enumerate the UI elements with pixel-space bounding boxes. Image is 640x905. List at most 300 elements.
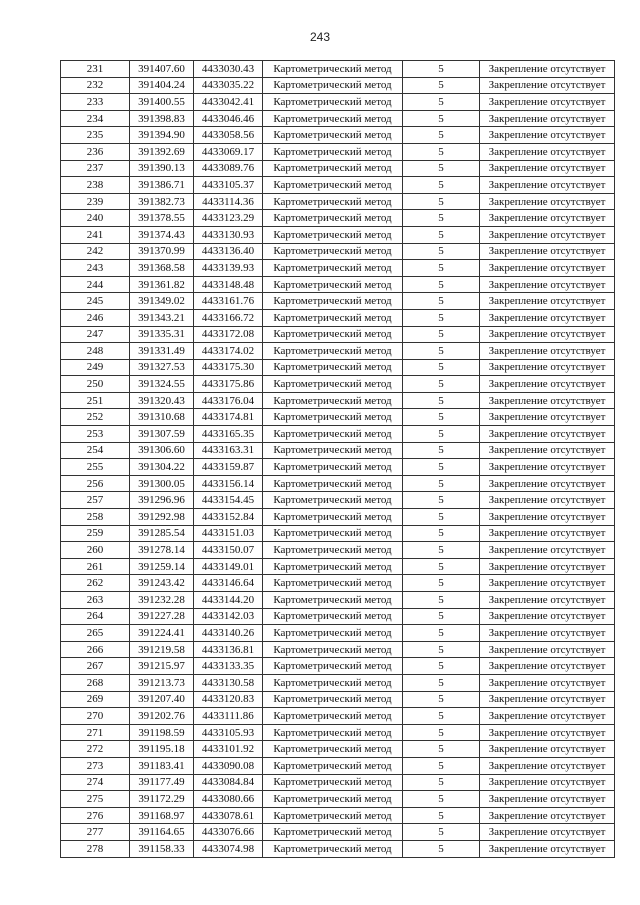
- fixing-description-cell: Закрепление отсутствует: [480, 840, 615, 857]
- accuracy-cell: 5: [403, 426, 480, 443]
- point-number-cell: 241: [61, 226, 130, 243]
- y-coordinate-cell: 4433074.98: [194, 840, 263, 857]
- x-coordinate-cell: 391368.58: [130, 260, 194, 277]
- y-coordinate-cell: 4433139.93: [194, 260, 263, 277]
- point-number-cell: 258: [61, 509, 130, 526]
- coordinates-table: [60, 60, 615, 858]
- point-number-cell: 233: [61, 94, 130, 111]
- fixing-description-cell: Закрепление отсутствует: [480, 791, 615, 808]
- y-coordinate-cell: 4433140.26: [194, 625, 263, 642]
- table-row: [61, 791, 615, 808]
- accuracy-cell: 5: [403, 575, 480, 592]
- table-row: [61, 807, 615, 824]
- point-number-cell: 272: [61, 741, 130, 758]
- fixing-description-cell: Закрепление отсутствует: [480, 376, 615, 393]
- method-cell: Картометрический метод: [263, 409, 403, 426]
- point-number-cell: 254: [61, 442, 130, 459]
- method-cell: Картометрический метод: [263, 608, 403, 625]
- y-coordinate-cell: 4433042.41: [194, 94, 263, 111]
- point-number-cell: 253: [61, 426, 130, 443]
- x-coordinate-cell: 391374.43: [130, 226, 194, 243]
- method-cell: Картометрический метод: [263, 276, 403, 293]
- table-row: [61, 77, 615, 94]
- table-row: [61, 409, 615, 426]
- x-coordinate-cell: 391304.22: [130, 459, 194, 476]
- y-coordinate-cell: 4433136.81: [194, 641, 263, 658]
- fixing-description-cell: Закрепление отсутствует: [480, 674, 615, 691]
- accuracy-cell: 5: [403, 293, 480, 310]
- fixing-description-cell: Закрепление отсутствует: [480, 592, 615, 609]
- y-coordinate-cell: 4433152.84: [194, 509, 263, 526]
- fixing-description-cell: Закрепление отсутствует: [480, 309, 615, 326]
- accuracy-cell: 5: [403, 757, 480, 774]
- fixing-description-cell: Закрепление отсутствует: [480, 426, 615, 443]
- y-coordinate-cell: 4433142.03: [194, 608, 263, 625]
- point-number-cell: 261: [61, 558, 130, 575]
- y-coordinate-cell: 4433161.76: [194, 293, 263, 310]
- x-coordinate-cell: 391404.24: [130, 77, 194, 94]
- table-row: [61, 426, 615, 443]
- x-coordinate-cell: 391343.21: [130, 309, 194, 326]
- y-coordinate-cell: 4433090.08: [194, 757, 263, 774]
- fixing-description-cell: Закрепление отсутствует: [480, 741, 615, 758]
- accuracy-cell: 5: [403, 542, 480, 559]
- method-cell: Картометрический метод: [263, 509, 403, 526]
- y-coordinate-cell: 4433130.93: [194, 226, 263, 243]
- table-row: [61, 558, 615, 575]
- y-coordinate-cell: 4433089.76: [194, 160, 263, 177]
- y-coordinate-cell: 4433035.22: [194, 77, 263, 94]
- x-coordinate-cell: 391224.41: [130, 625, 194, 642]
- method-cell: Картометрический метод: [263, 641, 403, 658]
- x-coordinate-cell: 391227.28: [130, 608, 194, 625]
- x-coordinate-cell: 391331.49: [130, 343, 194, 360]
- table-row: [61, 326, 615, 343]
- point-number-cell: 273: [61, 757, 130, 774]
- x-coordinate-cell: 391168.97: [130, 807, 194, 824]
- point-number-cell: 236: [61, 143, 130, 160]
- method-cell: Картометрический метод: [263, 426, 403, 443]
- x-coordinate-cell: 391310.68: [130, 409, 194, 426]
- y-coordinate-cell: 4433046.46: [194, 110, 263, 127]
- table-row: [61, 840, 615, 857]
- accuracy-cell: 5: [403, 226, 480, 243]
- fixing-description-cell: Закрепление отсутствует: [480, 641, 615, 658]
- x-coordinate-cell: 391394.90: [130, 127, 194, 144]
- method-cell: Картометрический метод: [263, 492, 403, 509]
- x-coordinate-cell: 391386.71: [130, 177, 194, 194]
- fixing-description-cell: Закрепление отсутствует: [480, 276, 615, 293]
- method-cell: Картометрический метод: [263, 309, 403, 326]
- table-row: [61, 243, 615, 260]
- table-row: [61, 674, 615, 691]
- fixing-description-cell: Закрепление отсутствует: [480, 774, 615, 791]
- accuracy-cell: 5: [403, 724, 480, 741]
- accuracy-cell: 5: [403, 824, 480, 841]
- point-number-cell: 242: [61, 243, 130, 260]
- y-coordinate-cell: 4433076.66: [194, 824, 263, 841]
- point-number-cell: 231: [61, 61, 130, 78]
- method-cell: Картометрический метод: [263, 359, 403, 376]
- accuracy-cell: 5: [403, 807, 480, 824]
- table-row: [61, 309, 615, 326]
- table-row: [61, 276, 615, 293]
- fixing-description-cell: Закрепление отсутствует: [480, 625, 615, 642]
- x-coordinate-cell: 391292.98: [130, 509, 194, 526]
- x-coordinate-cell: 391198.59: [130, 724, 194, 741]
- accuracy-cell: 5: [403, 708, 480, 725]
- table-row: [61, 625, 615, 642]
- point-number-cell: 240: [61, 210, 130, 227]
- method-cell: Картометрический метод: [263, 260, 403, 277]
- point-number-cell: 270: [61, 708, 130, 725]
- y-coordinate-cell: 4433084.84: [194, 774, 263, 791]
- method-cell: Картометрический метод: [263, 210, 403, 227]
- fixing-description-cell: Закрепление отсутствует: [480, 475, 615, 492]
- fixing-description-cell: Закрепление отсутствует: [480, 61, 615, 78]
- y-coordinate-cell: 4433130.58: [194, 674, 263, 691]
- point-number-cell: 268: [61, 674, 130, 691]
- x-coordinate-cell: 391183.41: [130, 757, 194, 774]
- method-cell: Картометрический метод: [263, 791, 403, 808]
- point-number-cell: 234: [61, 110, 130, 127]
- table-row: [61, 658, 615, 675]
- accuracy-cell: 5: [403, 608, 480, 625]
- accuracy-cell: 5: [403, 525, 480, 542]
- x-coordinate-cell: 391398.83: [130, 110, 194, 127]
- point-number-cell: 260: [61, 542, 130, 559]
- x-coordinate-cell: 391278.14: [130, 542, 194, 559]
- table-row: [61, 492, 615, 509]
- x-coordinate-cell: 391172.29: [130, 791, 194, 808]
- method-cell: Картометрический метод: [263, 757, 403, 774]
- point-number-cell: 250: [61, 376, 130, 393]
- x-coordinate-cell: 391243.42: [130, 575, 194, 592]
- method-cell: Картометрический метод: [263, 110, 403, 127]
- y-coordinate-cell: 4433144.20: [194, 592, 263, 609]
- y-coordinate-cell: 4433150.07: [194, 542, 263, 559]
- method-cell: Картометрический метод: [263, 243, 403, 260]
- y-coordinate-cell: 4433080.66: [194, 791, 263, 808]
- fixing-description-cell: Закрепление отсутствует: [480, 193, 615, 210]
- accuracy-cell: 5: [403, 791, 480, 808]
- accuracy-cell: 5: [403, 127, 480, 144]
- method-cell: Картометрический метод: [263, 459, 403, 476]
- accuracy-cell: 5: [403, 359, 480, 376]
- point-number-cell: 239: [61, 193, 130, 210]
- method-cell: Картометрический метод: [263, 293, 403, 310]
- accuracy-cell: 5: [403, 459, 480, 476]
- x-coordinate-cell: 391361.82: [130, 276, 194, 293]
- fixing-description-cell: Закрепление отсутствует: [480, 110, 615, 127]
- table-row: [61, 260, 615, 277]
- table-row: [61, 641, 615, 658]
- table-row: [61, 61, 615, 78]
- fixing-description-cell: Закрепление отсутствует: [480, 492, 615, 509]
- point-number-cell: 257: [61, 492, 130, 509]
- accuracy-cell: 5: [403, 492, 480, 509]
- y-coordinate-cell: 4433166.72: [194, 309, 263, 326]
- fixing-description-cell: Закрепление отсутствует: [480, 94, 615, 111]
- fixing-description-cell: Закрепление отсутствует: [480, 459, 615, 476]
- fixing-description-cell: Закрепление отсутствует: [480, 658, 615, 675]
- point-number-cell: 277: [61, 824, 130, 841]
- table-row: [61, 691, 615, 708]
- point-number-cell: 248: [61, 343, 130, 360]
- x-coordinate-cell: 391378.55: [130, 210, 194, 227]
- point-number-cell: 232: [61, 77, 130, 94]
- x-coordinate-cell: 391158.33: [130, 840, 194, 857]
- y-coordinate-cell: 4433030.43: [194, 61, 263, 78]
- table-row: [61, 509, 615, 526]
- x-coordinate-cell: 391219.58: [130, 641, 194, 658]
- x-coordinate-cell: 391164.65: [130, 824, 194, 841]
- method-cell: Картометрический метод: [263, 807, 403, 824]
- fixing-description-cell: Закрепление отсутствует: [480, 608, 615, 625]
- method-cell: Картометрический метод: [263, 824, 403, 841]
- fixing-description-cell: Закрепление отсутствует: [480, 177, 615, 194]
- table-row: [61, 608, 615, 625]
- method-cell: Картометрический метод: [263, 575, 403, 592]
- method-cell: Картометрический метод: [263, 741, 403, 758]
- fixing-description-cell: Закрепление отсутствует: [480, 558, 615, 575]
- table-row: [61, 376, 615, 393]
- point-number-cell: 275: [61, 791, 130, 808]
- table-row: [61, 143, 615, 160]
- table-row: [61, 177, 615, 194]
- accuracy-cell: 5: [403, 177, 480, 194]
- method-cell: Картометрический метод: [263, 160, 403, 177]
- x-coordinate-cell: 391285.54: [130, 525, 194, 542]
- point-number-cell: 264: [61, 608, 130, 625]
- y-coordinate-cell: 4433114.36: [194, 193, 263, 210]
- point-number-cell: 265: [61, 625, 130, 642]
- y-coordinate-cell: 4433123.29: [194, 210, 263, 227]
- accuracy-cell: 5: [403, 509, 480, 526]
- method-cell: Картометрический метод: [263, 226, 403, 243]
- fixing-description-cell: Закрепление отсутствует: [480, 691, 615, 708]
- table-row: [61, 741, 615, 758]
- y-coordinate-cell: 4433105.93: [194, 724, 263, 741]
- method-cell: Картометрический метод: [263, 442, 403, 459]
- point-number-cell: 235: [61, 127, 130, 144]
- method-cell: Картометрический метод: [263, 658, 403, 675]
- x-coordinate-cell: 391407.60: [130, 61, 194, 78]
- x-coordinate-cell: 391327.53: [130, 359, 194, 376]
- x-coordinate-cell: 391232.28: [130, 592, 194, 609]
- point-number-cell: 263: [61, 592, 130, 609]
- x-coordinate-cell: 391259.14: [130, 558, 194, 575]
- y-coordinate-cell: 4433174.02: [194, 343, 263, 360]
- fixing-description-cell: Закрепление отсутствует: [480, 542, 615, 559]
- method-cell: Картометрический метод: [263, 193, 403, 210]
- x-coordinate-cell: 391349.02: [130, 293, 194, 310]
- table-row: [61, 525, 615, 542]
- y-coordinate-cell: 4433148.48: [194, 276, 263, 293]
- method-cell: Картометрический метод: [263, 77, 403, 94]
- y-coordinate-cell: 4433069.17: [194, 143, 263, 160]
- x-coordinate-cell: 391307.59: [130, 426, 194, 443]
- point-number-cell: 259: [61, 525, 130, 542]
- method-cell: Картометрический метод: [263, 542, 403, 559]
- fixing-description-cell: Закрепление отсутствует: [480, 807, 615, 824]
- y-coordinate-cell: 4433078.61: [194, 807, 263, 824]
- x-coordinate-cell: 391215.97: [130, 658, 194, 675]
- x-coordinate-cell: 391177.49: [130, 774, 194, 791]
- fixing-description-cell: Закрепление отсутствует: [480, 359, 615, 376]
- point-number-cell: 246: [61, 309, 130, 326]
- y-coordinate-cell: 4433175.86: [194, 376, 263, 393]
- fixing-description-cell: Закрепление отсутствует: [480, 77, 615, 94]
- y-coordinate-cell: 4433156.14: [194, 475, 263, 492]
- fixing-description-cell: Закрепление отсутствует: [480, 260, 615, 277]
- accuracy-cell: 5: [403, 475, 480, 492]
- point-number-cell: 274: [61, 774, 130, 791]
- method-cell: Картометрический метод: [263, 625, 403, 642]
- accuracy-cell: 5: [403, 558, 480, 575]
- accuracy-cell: 5: [403, 392, 480, 409]
- accuracy-cell: 5: [403, 592, 480, 609]
- table-row: [61, 542, 615, 559]
- table-row: [61, 475, 615, 492]
- y-coordinate-cell: 4433159.87: [194, 459, 263, 476]
- accuracy-cell: 5: [403, 409, 480, 426]
- table-row: [61, 592, 615, 609]
- fixing-description-cell: Закрепление отсутствует: [480, 525, 615, 542]
- x-coordinate-cell: 391213.73: [130, 674, 194, 691]
- x-coordinate-cell: 391296.96: [130, 492, 194, 509]
- point-number-cell: 256: [61, 475, 130, 492]
- method-cell: Картометрический метод: [263, 143, 403, 160]
- fixing-description-cell: Закрепление отсутствует: [480, 724, 615, 741]
- method-cell: Картометрический метод: [263, 724, 403, 741]
- y-coordinate-cell: 4433175.30: [194, 359, 263, 376]
- method-cell: Картометрический метод: [263, 674, 403, 691]
- method-cell: Картометрический метод: [263, 127, 403, 144]
- accuracy-cell: 5: [403, 143, 480, 160]
- accuracy-cell: 5: [403, 309, 480, 326]
- table-row: [61, 708, 615, 725]
- method-cell: Картометрический метод: [263, 592, 403, 609]
- fixing-description-cell: Закрепление отсутствует: [480, 442, 615, 459]
- accuracy-cell: 5: [403, 110, 480, 127]
- x-coordinate-cell: 391195.18: [130, 741, 194, 758]
- fixing-description-cell: Закрепление отсутствует: [480, 392, 615, 409]
- coordinates-table-body: [61, 61, 615, 858]
- accuracy-cell: 5: [403, 840, 480, 857]
- fixing-description-cell: Закрепление отсутствует: [480, 243, 615, 260]
- fixing-description-cell: Закрепление отсутствует: [480, 824, 615, 841]
- point-number-cell: 238: [61, 177, 130, 194]
- table-row: [61, 459, 615, 476]
- accuracy-cell: 5: [403, 641, 480, 658]
- method-cell: Картометрический метод: [263, 61, 403, 78]
- accuracy-cell: 5: [403, 77, 480, 94]
- accuracy-cell: 5: [403, 243, 480, 260]
- accuracy-cell: 5: [403, 774, 480, 791]
- table-row: [61, 774, 615, 791]
- method-cell: Картометрический метод: [263, 343, 403, 360]
- x-coordinate-cell: 391400.55: [130, 94, 194, 111]
- point-number-cell: 266: [61, 641, 130, 658]
- y-coordinate-cell: 4433172.08: [194, 326, 263, 343]
- fixing-description-cell: Закрепление отсутствует: [480, 757, 615, 774]
- fixing-description-cell: Закрепление отсутствует: [480, 226, 615, 243]
- method-cell: Картометрический метод: [263, 558, 403, 575]
- point-number-cell: 278: [61, 840, 130, 857]
- y-coordinate-cell: 4433174.81: [194, 409, 263, 426]
- table-row: [61, 110, 615, 127]
- y-coordinate-cell: 4433163.31: [194, 442, 263, 459]
- x-coordinate-cell: 391390.13: [130, 160, 194, 177]
- accuracy-cell: 5: [403, 691, 480, 708]
- method-cell: Картометрический метод: [263, 94, 403, 111]
- fixing-description-cell: Закрепление отсутствует: [480, 509, 615, 526]
- y-coordinate-cell: 4433058.56: [194, 127, 263, 144]
- x-coordinate-cell: 391306.60: [130, 442, 194, 459]
- point-number-cell: 243: [61, 260, 130, 277]
- table-row: [61, 193, 615, 210]
- accuracy-cell: 5: [403, 376, 480, 393]
- x-coordinate-cell: 391300.05: [130, 475, 194, 492]
- accuracy-cell: 5: [403, 741, 480, 758]
- accuracy-cell: 5: [403, 61, 480, 78]
- method-cell: Картометрический метод: [263, 326, 403, 343]
- fixing-description-cell: Закрепление отсутствует: [480, 708, 615, 725]
- table-row: [61, 293, 615, 310]
- method-cell: Картометрический метод: [263, 840, 403, 857]
- point-number-cell: 269: [61, 691, 130, 708]
- y-coordinate-cell: 4433111.86: [194, 708, 263, 725]
- table-row: [61, 94, 615, 111]
- fixing-description-cell: Закрепление отсутствует: [480, 160, 615, 177]
- table-row: [61, 359, 615, 376]
- point-number-cell: 245: [61, 293, 130, 310]
- table-row: [61, 160, 615, 177]
- table-row: [61, 392, 615, 409]
- accuracy-cell: 5: [403, 276, 480, 293]
- accuracy-cell: 5: [403, 326, 480, 343]
- fixing-description-cell: Закрепление отсутствует: [480, 326, 615, 343]
- point-number-cell: 276: [61, 807, 130, 824]
- fixing-description-cell: Закрепление отсутствует: [480, 143, 615, 160]
- method-cell: Картометрический метод: [263, 475, 403, 492]
- accuracy-cell: 5: [403, 210, 480, 227]
- method-cell: Картометрический метод: [263, 708, 403, 725]
- fixing-description-cell: Закрепление отсутствует: [480, 343, 615, 360]
- y-coordinate-cell: 4433154.45: [194, 492, 263, 509]
- accuracy-cell: 5: [403, 343, 480, 360]
- point-number-cell: 237: [61, 160, 130, 177]
- x-coordinate-cell: 391207.40: [130, 691, 194, 708]
- point-number-cell: 252: [61, 409, 130, 426]
- y-coordinate-cell: 4433151.03: [194, 525, 263, 542]
- y-coordinate-cell: 4433149.01: [194, 558, 263, 575]
- table-row: [61, 724, 615, 741]
- fixing-description-cell: Закрепление отсутствует: [480, 210, 615, 227]
- fixing-description-cell: Закрепление отсутствует: [480, 575, 615, 592]
- fixing-description-cell: Закрепление отсутствует: [480, 293, 615, 310]
- x-coordinate-cell: 391370.99: [130, 243, 194, 260]
- y-coordinate-cell: 4433176.04: [194, 392, 263, 409]
- point-number-cell: 255: [61, 459, 130, 476]
- table-row: [61, 343, 615, 360]
- table-row: [61, 210, 615, 227]
- method-cell: Картометрический метод: [263, 392, 403, 409]
- point-number-cell: 267: [61, 658, 130, 675]
- method-cell: Картометрический метод: [263, 525, 403, 542]
- accuracy-cell: 5: [403, 442, 480, 459]
